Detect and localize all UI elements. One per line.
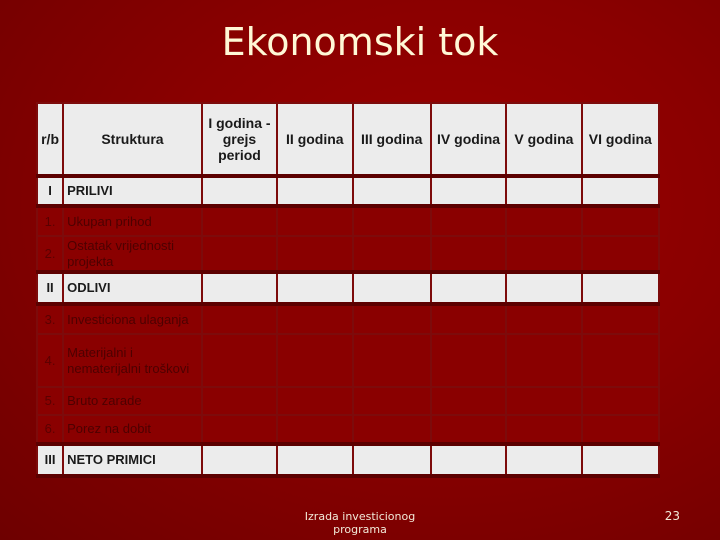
header-year-4: IV godina — [431, 103, 506, 176]
table-cell — [582, 304, 659, 334]
table-cell — [582, 272, 659, 304]
table-cell — [582, 236, 659, 271]
table-row — [37, 415, 659, 443]
header-year-3: III godina — [353, 103, 431, 176]
table-cell — [431, 334, 506, 387]
footer-text: Izrada investicionog programa — [304, 510, 416, 536]
table-cell — [582, 444, 659, 476]
table-cell — [202, 444, 277, 476]
table-cell — [431, 415, 506, 443]
row-label: ODLIVI — [63, 272, 202, 304]
table-row — [37, 334, 659, 387]
table-cell — [277, 272, 352, 304]
table-cell — [506, 304, 581, 334]
row-number: 4. — [37, 334, 63, 387]
row-number: 1. — [37, 206, 63, 236]
table-cell — [506, 415, 581, 443]
header-year-5: V godina — [506, 103, 581, 176]
economic-flow-table — [36, 102, 660, 478]
table-cell — [353, 304, 431, 334]
table-cell — [582, 334, 659, 387]
table-row — [37, 206, 659, 236]
table-cell — [582, 176, 659, 206]
table-cell — [431, 272, 506, 304]
table-cell — [202, 236, 277, 271]
table-cell — [506, 272, 581, 304]
economic-flow-table-container — [36, 102, 660, 478]
table-cell — [353, 387, 431, 415]
row-label: NETO PRIMICI — [63, 444, 202, 476]
row-number: II — [37, 272, 63, 304]
table-cell — [431, 176, 506, 206]
page-number: 23 — [664, 509, 680, 523]
row-label: Ostatak vrijednosti projekta — [63, 236, 202, 271]
table-cell — [431, 387, 506, 415]
row-label: Ukupan prihod — [63, 206, 202, 236]
table-cell — [202, 334, 277, 387]
row-label: PRILIVI — [63, 176, 202, 206]
table-cell — [431, 206, 506, 236]
table-cell — [202, 206, 277, 236]
table-row — [37, 272, 659, 304]
table-cell — [506, 387, 581, 415]
row-label: Bruto zarade — [63, 387, 202, 415]
table-cell — [353, 415, 431, 443]
table-cell — [202, 272, 277, 304]
table-cell — [353, 236, 431, 271]
header-year-1: I godina - grejs period — [202, 103, 277, 176]
table-cell — [353, 176, 431, 206]
row-label: Investiciona ulaganja — [63, 304, 202, 334]
row-number: 5. — [37, 387, 63, 415]
table-cell — [506, 444, 581, 476]
table-cell — [582, 415, 659, 443]
header-struktura: Struktura — [63, 103, 202, 176]
table-cell — [431, 236, 506, 271]
row-label: Porez na dobit — [63, 415, 202, 443]
table-cell — [582, 206, 659, 236]
table-cell — [277, 236, 352, 271]
slide-title: Ekonomski tok — [221, 20, 499, 64]
row-label: Materijalni i nematerijalni troškovi — [63, 334, 202, 387]
table-cell — [506, 176, 581, 206]
table-row — [37, 444, 659, 476]
table-row — [37, 387, 659, 415]
table-cell — [277, 206, 352, 236]
table-cell — [431, 444, 506, 476]
table-cell — [202, 304, 277, 334]
table-cell — [353, 206, 431, 236]
table-cell — [353, 334, 431, 387]
table-cell — [202, 387, 277, 415]
row-number: 3. — [37, 304, 63, 334]
table-cell — [277, 334, 352, 387]
table-row — [37, 176, 659, 206]
table-cell — [506, 236, 581, 271]
row-number: I — [37, 176, 63, 206]
header-year-2: II godina — [277, 103, 352, 176]
row-number: 2. — [37, 236, 63, 271]
header-rb: r/b — [37, 103, 63, 176]
table-cell — [353, 272, 431, 304]
table-cell — [506, 206, 581, 236]
table-cell — [506, 334, 581, 387]
row-number: 6. — [37, 415, 63, 443]
table-cell — [277, 387, 352, 415]
table-cell — [202, 176, 277, 206]
table-cell — [277, 415, 352, 443]
table-cell — [353, 444, 431, 476]
table-cell — [431, 304, 506, 334]
table-header-row — [37, 103, 659, 176]
table-cell — [277, 444, 352, 476]
table-cell — [582, 387, 659, 415]
table-cell — [202, 415, 277, 443]
table-cell — [277, 304, 352, 334]
table-row — [37, 236, 659, 271]
row-number: III — [37, 444, 63, 476]
header-year-6: VI godina — [582, 103, 659, 176]
table-row — [37, 304, 659, 334]
table-cell — [277, 176, 352, 206]
